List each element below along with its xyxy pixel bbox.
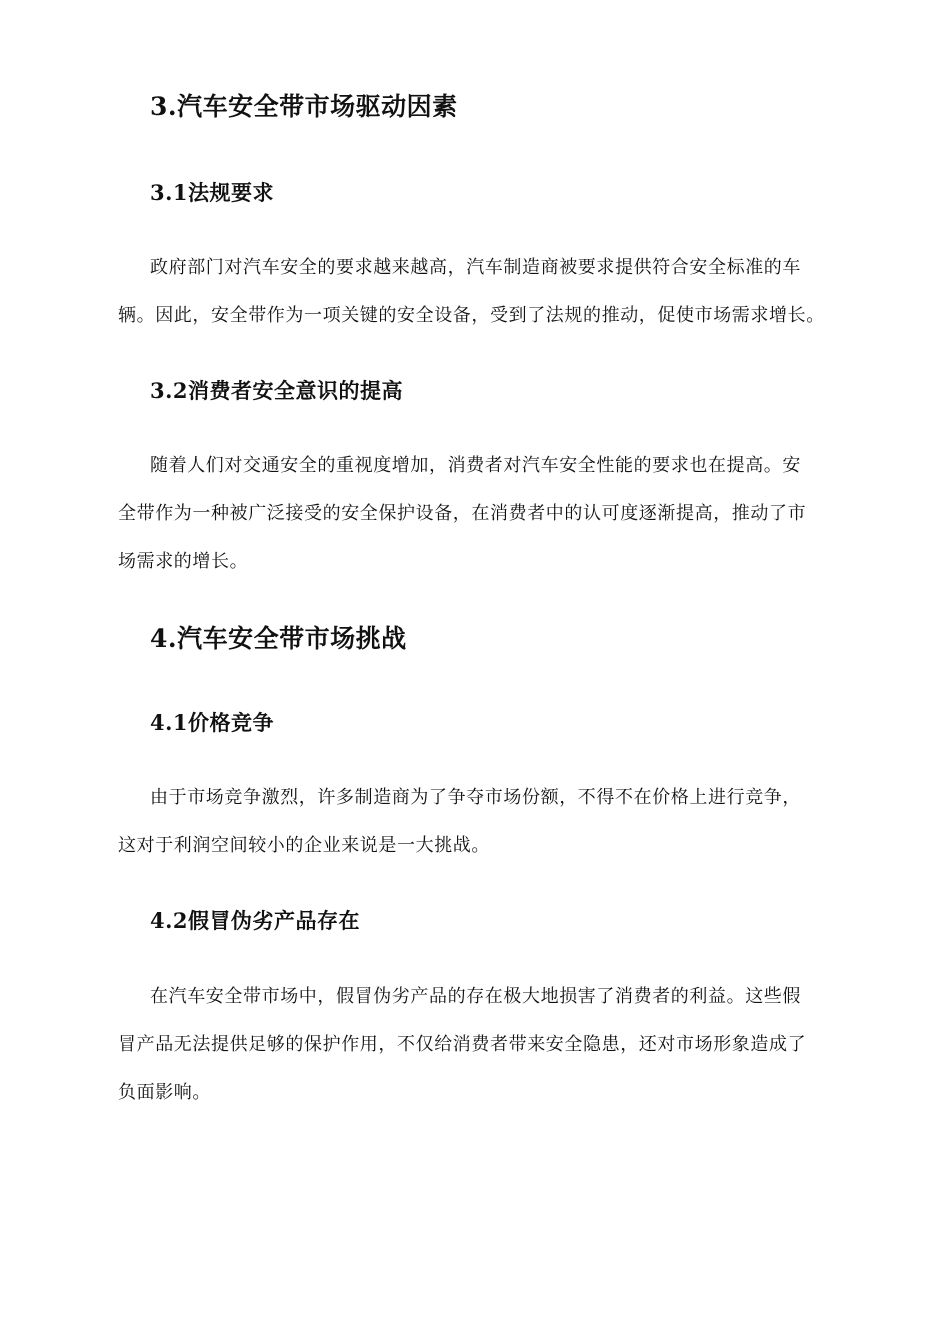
- paragraph-line: 政府部门对汽车安全的要求越来越高，汽车制造商被要求提供符合安全标准的车: [150, 257, 801, 278]
- section-heading: 4.汽车安全带市场挑战: [150, 624, 407, 653]
- paragraph: [118, 973, 838, 1117]
- paragraph: [118, 442, 838, 586]
- section-heading: 3.汽车安全带市场驱动因素: [150, 92, 458, 121]
- paragraph-line: 场需求的增长。: [118, 551, 249, 572]
- paragraph-line: 冒产品无法提供足够的保护作用，不仅给消费者带来安全隐患，还对市场形象造成了: [118, 1034, 807, 1055]
- paragraph: [118, 774, 838, 870]
- subsection-heading: 3.1法规要求: [150, 180, 275, 205]
- paragraph-line: 这对于利润空间较小的企业来说是一大挑战。: [118, 835, 490, 856]
- paragraph-line: 随着人们对交通安全的重视度增加，消费者对汽车安全性能的要求也在提高。安: [150, 455, 801, 476]
- subsection-heading: 4.2假冒伪劣产品存在: [150, 908, 361, 933]
- paragraph-line: 在汽车安全带市场中，假冒伪劣产品的存在极大地损害了消费者的利益。这些假: [150, 986, 801, 1007]
- paragraph-line: 由于市场竞争激烈，许多制造商为了争夺市场份额，不得不在价格上进行竞争，: [150, 787, 801, 808]
- paragraph-line: 负面影响。: [118, 1082, 211, 1103]
- subsection-heading: 3.2消费者安全意识的提高: [150, 378, 404, 403]
- paragraph-line: 辆。因此，安全带作为一项关键的安全设备，受到了法规的推动，促使市场需求增长。: [118, 305, 825, 326]
- subsection-heading: 4.1价格竞争: [150, 710, 275, 735]
- paragraph-line: 全带作为一种被广泛接受的安全保护设备，在消费者中的认可度逐渐提高，推动了市: [118, 503, 807, 524]
- paragraph: [118, 244, 838, 340]
